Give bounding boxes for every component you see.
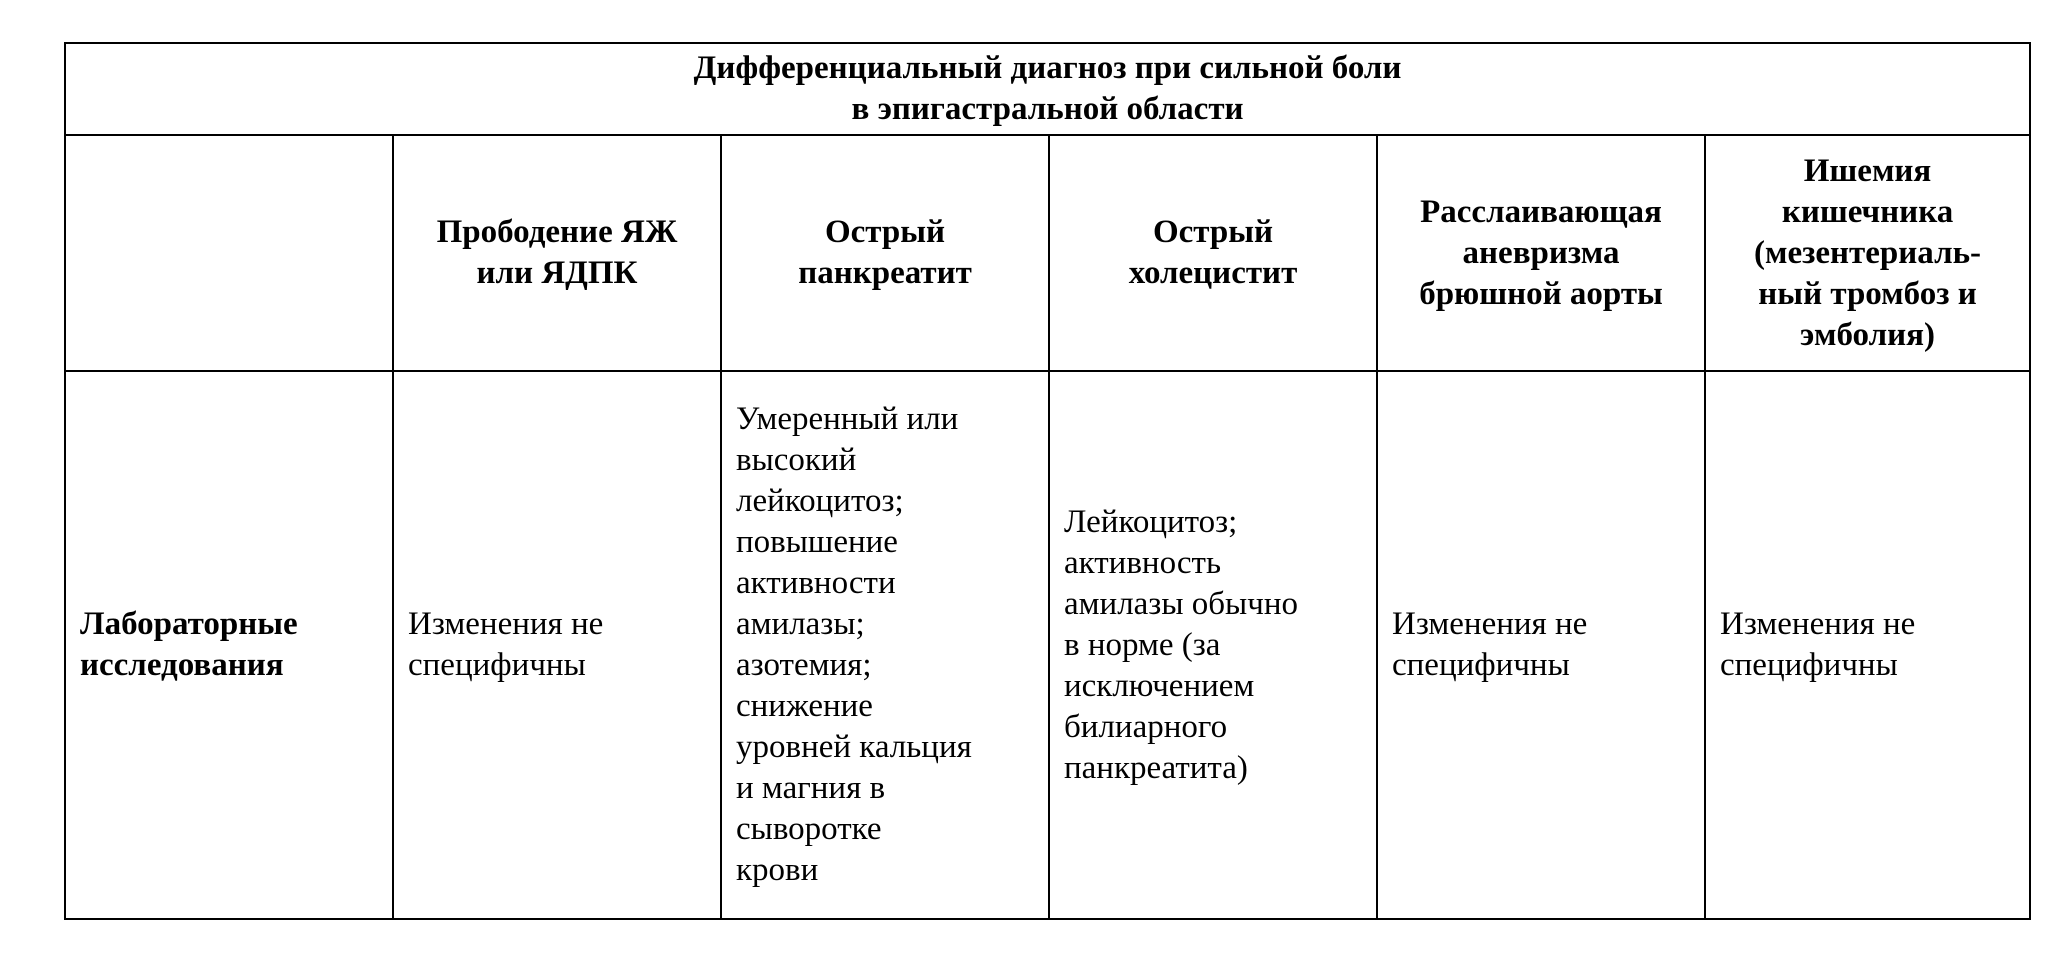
table-title [65,43,2030,135]
cell-intestinal-ischemia [1705,371,2030,919]
cell-text: Лейкоцитоз; [1064,503,1238,540]
cell-text: исключением [1064,667,1255,704]
cell-text: лейкоцитоз; [736,483,904,519]
title-row [65,43,2030,135]
cell-text: повышение [736,524,898,560]
header-row [65,135,2030,371]
table-title-line-2: в эпигастральной области [851,91,1244,127]
table-title-line-1: Дифференциальный диагноз при сильной боли [693,50,1402,86]
cell-perforation [393,371,721,919]
header-cell-aortic-aneurysm [1377,135,1705,371]
header-text: (мезентериаль- [1754,234,1982,271]
header-text: аневризма [1462,234,1620,271]
row-label-lab-tests [65,371,393,919]
cell-text: специфичны [1720,647,1898,683]
cell-text: и магния в [736,770,886,806]
header-cell-pancreatitis [721,135,1049,371]
header-text: Острый [824,214,946,250]
header-text: Ишемия [1803,152,1932,189]
header-cell-perforation [393,135,721,371]
row-label-text: исследования [80,647,284,683]
cell-text: уровней кальция [736,729,972,765]
cell-text: азотемия; [736,647,872,683]
header-text: Прободение ЯЖ [436,214,678,250]
cell-text: билиарного [1064,708,1228,745]
cell-text: амилазы обычно [1064,585,1298,622]
cell-text: Изменения не [408,606,604,642]
cell-text: амилазы; [736,606,865,642]
cell-text: специфичны [1392,647,1570,683]
header-text: холецистит [1128,255,1298,291]
cell-text: Изменения не [1392,606,1588,642]
cell-text: специфичны [408,647,586,683]
header-text: или ЯДПК [476,255,638,291]
cell-text: сыворотке [736,811,882,847]
cell-text: в норме (за [1064,626,1221,663]
header-cell-intestinal-ischemia [1705,135,2030,371]
cell-text: активности [736,565,896,601]
header-text: брюшной аорты [1419,275,1663,312]
cell-text: Изменения не [1720,606,1916,642]
header-cell-cholecystitis [1049,135,1377,371]
header-cell-empty [65,135,393,371]
cell-text: снижение [736,688,873,724]
cell-aortic-aneurysm [1377,371,1705,919]
cell-pancreatitis [721,371,1049,919]
cell-text: крови [736,852,819,888]
cell-cholecystitis [1049,371,1377,919]
cell-text: Умеренный или [736,401,959,437]
header-text: кишечника [1781,193,1954,230]
differential-diagnosis-table [64,42,2031,920]
header-text: ный тромбоз и [1758,275,1977,312]
header-text: панкреатит [798,255,972,291]
row-label-text: Лабораторные [80,606,298,642]
header-text: Острый [1152,214,1274,250]
header-text: Расслаивающая [1420,193,1662,230]
cell-text: активность [1064,544,1222,581]
header-text: эмболия) [1800,316,1935,353]
table-row [65,371,2030,919]
cell-text: панкреатита) [1064,749,1248,786]
cell-text: высокий [736,442,857,478]
